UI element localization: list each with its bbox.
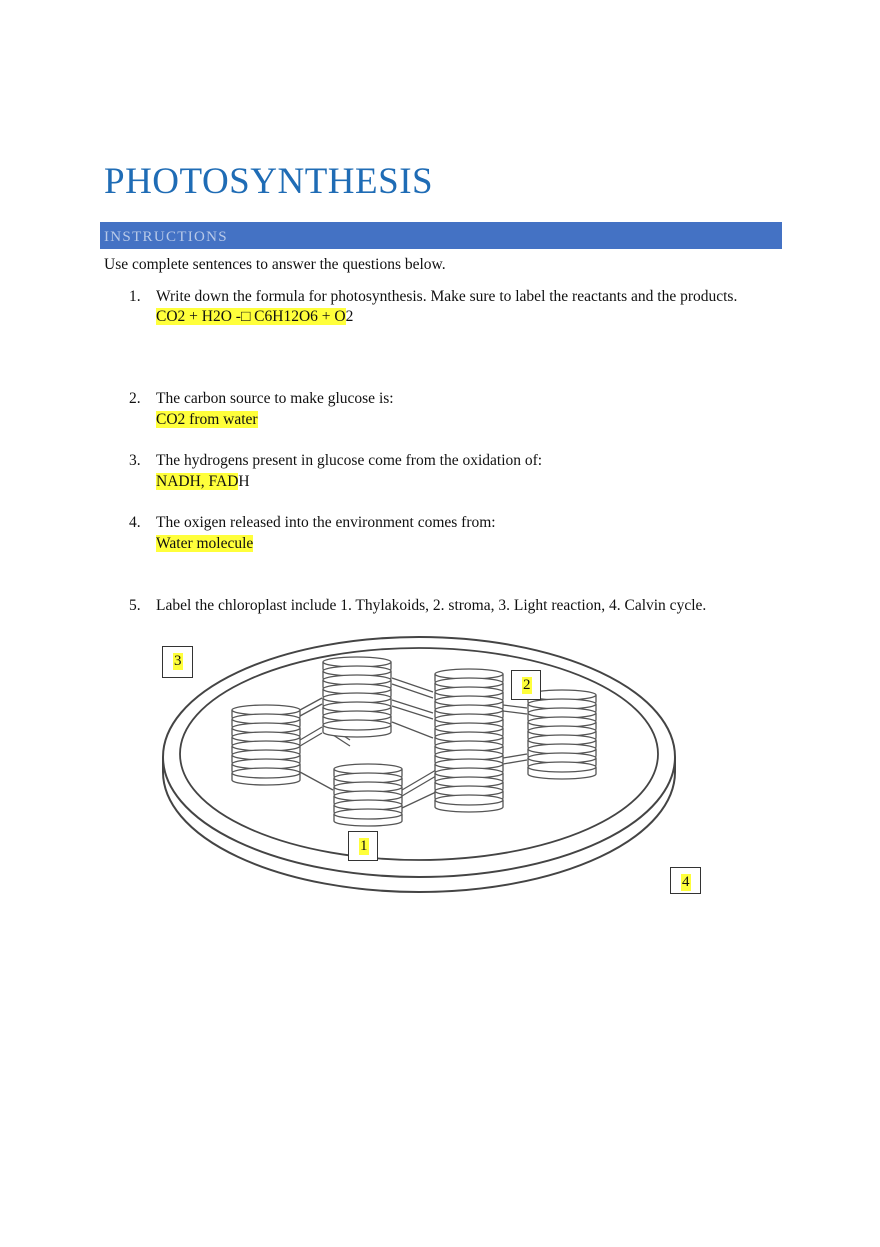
label-box-3 bbox=[162, 646, 193, 678]
question-text: Write down the formula for photosynthesis. Make sure to label the reactants and the products. bbox=[156, 288, 738, 305]
label-box-1 bbox=[348, 831, 378, 861]
question-number: 2. bbox=[129, 390, 141, 407]
page-title: PHOTOSYNTHESIS bbox=[104, 161, 434, 202]
answer-highlight: CO2 + H2O -□ C6H12O6 + O bbox=[156, 308, 346, 325]
question-text: Label the chloroplast include 1. Thylakoids, 2. stroma, 3. Light reaction, 4. Calvin cycle. bbox=[156, 597, 707, 614]
question-number: 4. bbox=[129, 514, 141, 531]
thylakoid-stack bbox=[435, 669, 503, 812]
question-number: 5. bbox=[129, 597, 141, 614]
answer-highlight: CO2 from water bbox=[156, 411, 258, 428]
label-number: 2 bbox=[523, 677, 531, 693]
thylakoid-stack bbox=[334, 764, 402, 826]
thylakoid-stack bbox=[323, 657, 391, 737]
label-number: 3 bbox=[174, 653, 182, 669]
label-box-2 bbox=[511, 670, 541, 700]
intro-text: Use complete sentences to answer the questions below. bbox=[104, 256, 446, 273]
instructions-header-label: INSTRUCTIONS bbox=[104, 229, 228, 245]
thylakoid-stack bbox=[528, 690, 596, 779]
answer-highlight: Water molecule bbox=[156, 535, 254, 552]
question-number: 1. bbox=[129, 288, 141, 305]
answer-highlight: NADH, FAD bbox=[156, 473, 239, 490]
question-text: The carbon source to make glucose is: bbox=[156, 390, 394, 407]
thylakoid-stack bbox=[232, 705, 300, 785]
question-text: The hydrogens present in glucose come from the oxidation of: bbox=[156, 452, 543, 469]
question-text: The oxigen released into the environment comes from: bbox=[156, 514, 496, 531]
answer-rest: 2 bbox=[345, 308, 354, 325]
question-number: 3. bbox=[129, 452, 141, 469]
answer-rest: H bbox=[238, 473, 250, 490]
label-number: 1 bbox=[360, 838, 368, 854]
label-number: 4 bbox=[682, 874, 690, 890]
label-box-4 bbox=[670, 867, 701, 894]
